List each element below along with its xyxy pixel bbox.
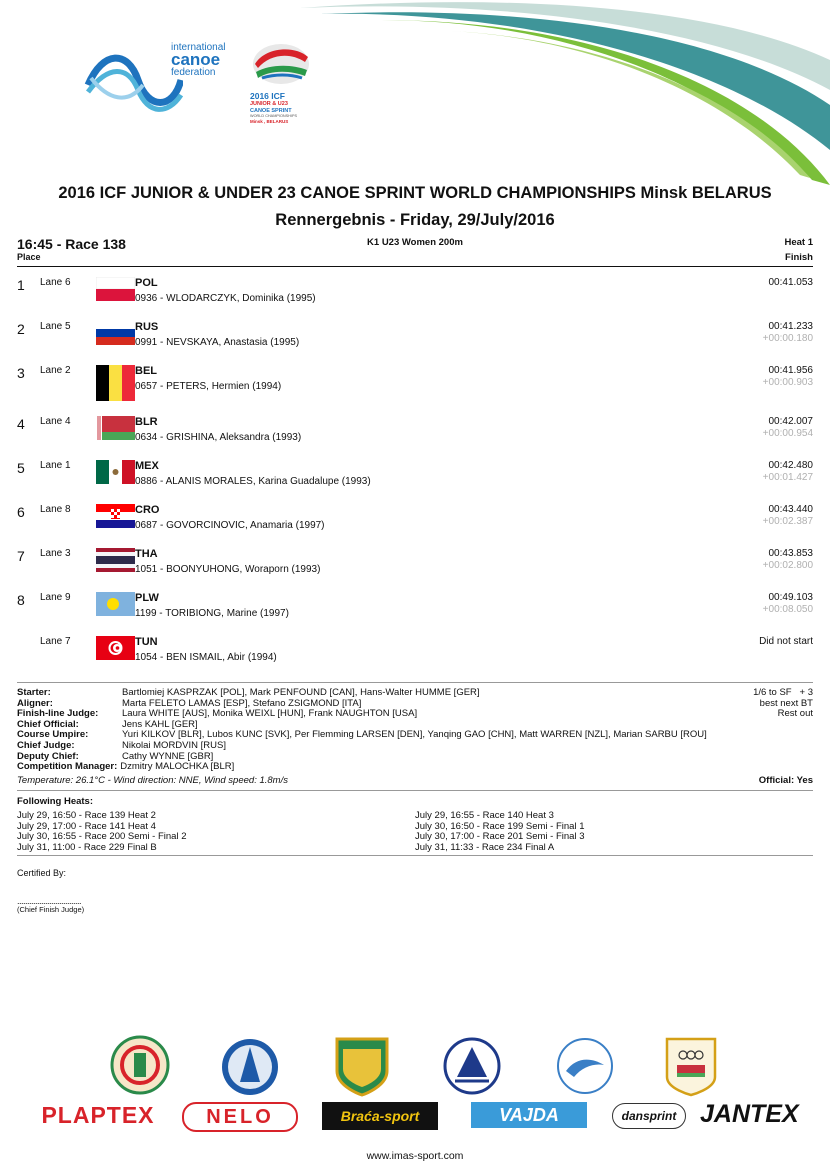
event-logo xyxy=(250,42,312,132)
official-row xyxy=(17,688,813,699)
result-row xyxy=(17,634,813,678)
official-row xyxy=(17,762,813,773)
following-heats-left xyxy=(17,811,187,853)
divider xyxy=(17,790,813,791)
official-role: Chief Official: xyxy=(17,718,79,730)
official-role: Course Umpire: xyxy=(17,729,89,741)
flag-pol-icon xyxy=(96,277,135,301)
athlete-name: 0936 - WLODARCZYK, Dominika (1995) xyxy=(135,293,316,304)
official-role: Competition Manager: xyxy=(17,761,118,773)
nation-code: BEL xyxy=(135,365,157,377)
progression-rules xyxy=(753,688,813,720)
place: 3 xyxy=(17,365,25,381)
heat-label: Heat 1 xyxy=(784,237,813,248)
official-names: Yuri KILKOV [BLR], Lubos KUNC [SVK], Per Flemming LARSEN [DEN], Yanqing GAO [CHN], Matt WARREN [NZL], Marian SARBU [ROU] xyxy=(122,729,707,741)
emblem-olympic-icon xyxy=(663,1035,719,1097)
sponsor-nelo: NELO xyxy=(182,1102,298,1132)
official-names: Dzmitry MALOCHKA [BLR] xyxy=(120,761,235,773)
nation-code: CRO xyxy=(135,504,160,516)
place: 2 xyxy=(17,321,25,337)
nation-code: PLW xyxy=(135,592,159,604)
divider xyxy=(17,855,813,856)
place-column-label: Place xyxy=(17,252,41,262)
official-names: Bartlomiej KASPRZAK [POL], Mark PENFOUND [CAN], Hans-Walter HUMME [GER] xyxy=(122,687,480,698)
place: 8 xyxy=(17,592,25,608)
flag-cro-icon xyxy=(96,504,135,528)
emblem-bird-icon xyxy=(556,1037,614,1095)
time-behind: +00:01.427 xyxy=(762,472,813,483)
result-row xyxy=(17,363,813,407)
nation-code: THA xyxy=(135,548,158,560)
official-status: Official: Yes xyxy=(758,775,813,786)
result-row xyxy=(17,590,813,634)
athlete-name: 0657 - PETERS, Hermien (1994) xyxy=(135,381,282,392)
time-behind: +00:08.050 xyxy=(762,604,813,615)
time-behind: +00:00.180 xyxy=(762,333,813,344)
page-title: 2016 ICF JUNIOR & UNDER 23 CANOE SPRINT WORLD CHAMPIONSHIPS Minsk BELARUS xyxy=(58,184,772,202)
official-role: Starter: xyxy=(17,687,51,698)
flag-tha-icon xyxy=(96,548,135,572)
athlete-name: 1051 - BOONYUHONG, Woraporn (1993) xyxy=(135,564,321,575)
time-behind: +00:00.954 xyxy=(762,428,813,439)
progression-line: 1/6 to SF + 3 xyxy=(753,687,813,698)
lane: Lane 2 xyxy=(40,365,71,376)
result-row xyxy=(17,275,813,319)
sponsor-braca-sport: Braća-sport xyxy=(322,1102,438,1130)
finish-time: 00:41.233 xyxy=(768,321,813,332)
following-heat: July 31, 11:33 - Race 234 Final A xyxy=(415,841,555,853)
following-heat: July 29, 16:50 - Race 139 Heat 2 xyxy=(17,810,156,821)
finish-time: 00:43.440 xyxy=(768,504,813,515)
emblem-blue-icon xyxy=(220,1037,280,1097)
flag-blr-icon xyxy=(96,416,135,440)
sponsor-jantex: JANTEX xyxy=(700,1100,799,1128)
official-names: Cathy WYNNE [GBR] xyxy=(122,750,214,762)
finish-column-label: Finish xyxy=(785,252,813,263)
emblem-round-icon xyxy=(110,1035,170,1095)
following-heat: July 29, 16:55 - Race 140 Heat 3 xyxy=(415,810,554,821)
following-heat: July 30, 16:50 - Race 199 Semi - Final 1 xyxy=(415,820,585,832)
chief-finish-judge: (Chief Finish Judge) xyxy=(17,905,85,914)
sponsor-emblems xyxy=(0,1035,830,1097)
place: 6 xyxy=(17,504,25,520)
finish-time: 00:42.480 xyxy=(768,460,813,471)
event-name: K1 U23 Women 200m xyxy=(367,237,463,248)
icf-text-2: canoe xyxy=(171,50,221,69)
progression-line: best next BT xyxy=(759,697,813,709)
following-heat: July 29, 17:00 - Race 141 Heat 4 xyxy=(17,820,156,832)
flag-mex-icon xyxy=(96,460,135,484)
lane: Lane 3 xyxy=(40,548,71,559)
following-heats-label: Following Heats: xyxy=(17,796,93,807)
official-role: Aligner: xyxy=(17,697,53,709)
time-behind: +00:00.903 xyxy=(762,377,813,388)
result-row xyxy=(17,414,813,458)
emblem-shield-icon xyxy=(333,1035,391,1097)
emblem-sail-icon xyxy=(443,1037,501,1095)
certified-label: Certified By: xyxy=(17,868,67,878)
nation-code: BLR xyxy=(135,416,158,428)
race-time: 16:45 - Race 138 xyxy=(17,236,126,252)
result-row xyxy=(17,502,813,546)
place: 1 xyxy=(17,277,25,293)
event-logo-text-5: Minsk , BELARUS xyxy=(250,119,289,124)
sponsor-plaptex: PLAPTEX xyxy=(41,1102,155,1128)
finish-time: 00:41.956 xyxy=(768,365,813,376)
following-heat: July 30, 17:00 - Race 201 Semi - Final 3 xyxy=(415,831,585,843)
finish-time: 00:42.007 xyxy=(768,416,813,427)
signature-line: ................................ xyxy=(17,896,82,906)
official-role: Finish-line Judge: xyxy=(17,708,99,720)
sponsor-dansprint: dansprint xyxy=(612,1103,686,1129)
nation-code: MEX xyxy=(135,460,159,472)
official-names: Nikolai MORDVIN [RUS] xyxy=(122,739,226,751)
official-names: Laura WHITE [AUS], Monika WEIXL [HUN], Frank NAUGHTON [USA] xyxy=(122,708,418,720)
official-role: Chief Judge: xyxy=(17,739,75,751)
lane: Lane 4 xyxy=(40,416,71,427)
official-row xyxy=(17,741,813,752)
icf-logo xyxy=(83,40,233,120)
lane: Lane 9 xyxy=(40,592,71,603)
following-heat: July 31, 11:00 - Race 229 Final B xyxy=(17,841,157,853)
weather-info: Temperature: 26.1°C - Wind direction: NNE, Wind speed: 1.8m/s xyxy=(17,775,288,786)
sponsor-logos xyxy=(0,1100,830,1136)
flag-tun-icon xyxy=(96,636,135,660)
flag-plw-icon xyxy=(96,592,135,616)
finish-time: 00:49.103 xyxy=(768,592,813,603)
athlete-name: 1054 - BEN ISMAIL, Abir (1994) xyxy=(135,652,277,663)
flag-bel-icon xyxy=(96,365,135,401)
icf-text-1: international xyxy=(171,42,226,53)
result-row xyxy=(17,458,813,502)
lane: Lane 8 xyxy=(40,504,71,515)
flag-rus-icon xyxy=(96,321,135,345)
place: 4 xyxy=(17,416,25,432)
time-behind: +00:02.800 xyxy=(762,560,813,571)
lane: Lane 1 xyxy=(40,460,71,471)
athlete-name: 0991 - NEVSKAYA, Anastasia (1995) xyxy=(135,337,300,348)
official-role: Deputy Chief: xyxy=(17,750,79,762)
result-row xyxy=(17,319,813,363)
event-logo-text-4: WORLD CHAMPIONSHIPS xyxy=(250,114,298,118)
canoe-emblem-icon xyxy=(250,42,312,87)
place: 5 xyxy=(17,460,25,476)
athlete-name: 0687 - GOVORCINOVIC, Anamaria (1997) xyxy=(135,520,325,531)
icf-text-3: federation xyxy=(171,67,216,78)
athlete-name: 0886 - ALANIS MORALES, Karina Guadalupe (1993) xyxy=(135,476,371,487)
event-logo-text-2: JUNIOR & U23 xyxy=(250,101,288,107)
sponsor-vajda: VAJDA xyxy=(471,1102,587,1128)
athlete-name: 1199 - TORIBIONG, Marine (1997) xyxy=(135,608,289,619)
time-behind: +00:02.387 xyxy=(762,516,813,527)
icf-wave-icon xyxy=(83,40,183,120)
finish-status: Did not start xyxy=(759,636,813,647)
event-logo-text-3: CANOE SPRINT xyxy=(250,107,292,114)
nation-code: RUS xyxy=(135,321,159,333)
event-logo-text-1: 2016 ICF xyxy=(250,91,285,101)
divider xyxy=(17,682,813,683)
officials-block xyxy=(17,688,813,773)
progression-line: Rest out xyxy=(777,708,813,720)
website-url: www.imas-sport.com xyxy=(366,1150,464,1162)
race-header xyxy=(17,236,813,267)
lane: Lane 6 xyxy=(40,277,71,288)
lane: Lane 5 xyxy=(40,321,71,332)
athlete-name: 0634 - GRISHINA, Aleksandra (1993) xyxy=(135,432,302,443)
finish-time: 00:43.853 xyxy=(768,548,813,559)
official-names: Marta FELETO LAMAS [ESP], Stefano ZSIGMOND [ITA] xyxy=(122,697,362,709)
page-subtitle: Rennergebnis - Friday, 29/July/2016 xyxy=(275,211,555,229)
lane: Lane 7 xyxy=(40,636,71,647)
nation-code: TUN xyxy=(135,636,158,648)
following-heats-right xyxy=(415,811,585,853)
finish-time: 00:41.053 xyxy=(768,277,813,288)
following-heat: July 30, 16:55 - Race 200 Semi - Final 2 xyxy=(17,831,187,843)
place: 7 xyxy=(17,548,25,564)
nation-code: POL xyxy=(135,277,158,289)
official-names: Jens KAHL [GER] xyxy=(122,718,198,730)
result-row xyxy=(17,546,813,590)
